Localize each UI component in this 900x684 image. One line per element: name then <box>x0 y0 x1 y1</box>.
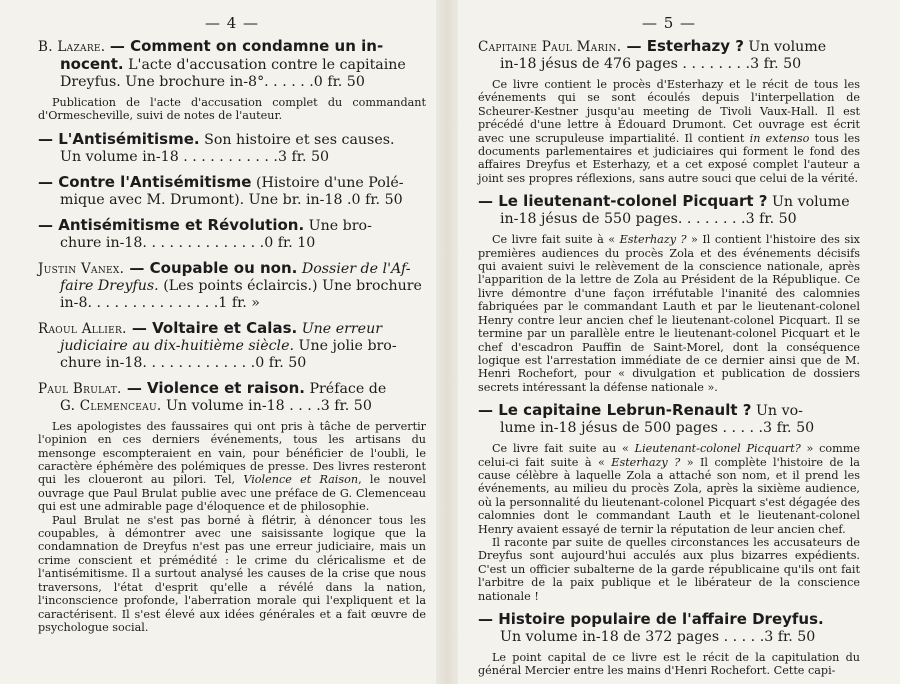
format: chure in-18. . . . . . . . . . . . . . <box>60 234 265 251</box>
price: 3 fr. 50 <box>745 211 797 228</box>
description-paragraph: Il raconte par suite de quelles circonstances les accusateurs de Dreyfus sont aujourd'hui acculés aux plus bizarres expédients. C'est un officier subalterne de la garde républicaine qu'ils ont fait l'arbitre de la paix publique et le libérateur de la conscience nationale ! <box>478 535 860 603</box>
author: Justin Vanex. <box>38 260 125 277</box>
price: 0 fr. 10 <box>264 234 316 251</box>
title: — L'Antisémitisme. <box>38 129 200 148</box>
subtitle: Son histoire et ses causes. <box>199 131 395 148</box>
title: — Contre l'Antisémitisme <box>38 172 252 191</box>
subtitle: Une bro- <box>304 217 372 234</box>
subtitle: Un vo- <box>751 403 803 420</box>
subtitle: L'acte d'accusation contre le capitaine <box>123 57 406 73</box>
price: 3 fr. 50 <box>763 420 815 437</box>
page-number-right: — 5 — <box>641 14 697 32</box>
author: Capitaine Paul Marin. <box>478 39 622 55</box>
subtitle: Un volume <box>767 194 850 211</box>
format: lume in-18 jésus de 500 pages . . . . . <box>500 420 764 437</box>
subtitle-italic-cont: faire Dreyfus. <box>60 277 159 294</box>
author: Paul Brulat. <box>38 380 122 397</box>
title: — Esterhazy ? <box>621 37 744 55</box>
book-gutter <box>436 0 458 684</box>
entry-picquart <box>478 193 860 394</box>
description-paragraph: Paul Brulat ne s'est pas borné à flétrir, à dénoncer tous les coupables, à démontrer avec une saisissante logique que la condamnation de Dreyfus n'est pas une erreur judiciaire, mais un crime conscient et prémédité : le crime du cléricalisme et de l'antisémitisme. Il a surtout analysé les causes de la crise que nous traversons, l'état d'esprit qu'elle a révélé dans la nation, l'inconscience profonde, l'aberration morale qui l'expliquent et la caractérisent. Il s'est élevé aux idées générales et a fait œuvre de psychologue social. <box>38 513 426 634</box>
format: mique avec M. Drumont). Une br. in-18 . <box>60 191 352 208</box>
entry-allier-voltaire <box>38 320 426 372</box>
format: Dreyfus. Une brochure in-8°. . . . . . <box>60 74 314 90</box>
entry-antisemitisme-revolution <box>38 217 426 252</box>
subtitle: (Les points éclaircis.) Une brochure <box>158 277 422 294</box>
subtitle: Préface de <box>304 380 387 397</box>
description-paragraph: Ce livre fait suite au « Lieutenant-colonel Picquart? » comme celui-ci fait suite à « Esterhazy ? » Il complète l'histoire de la cause célèbre à laquelle Zola a attaché son nom, et il prend les événements, au milieu du procès Zola, après la sixième audience, où la personnalité du lieutenant-colonel Picquart s'est dégagée des calomnies dont le commandant Lauth et le lieutenant-colonel Henry avaient essayé de ternir la réputation de leur ancien chef. <box>478 442 860 536</box>
price: 0 fr. 50 <box>313 74 365 90</box>
entry-antisemitisme <box>38 131 426 166</box>
description-paragraph: Les apologistes des faussaires qui ont pris à tâche de pervertir l'opinion en ces derniers événements, tous les artisans du mensonge escompteraient en vain, pour bénéficier de l'oubli, le caractère éphémère des polémiques de presse. Des livres resteront qui les cloueront au pilori. Tel, Violence et Raison, le nouvel ouvrage que Paul Brulat publie avec une préface de G. Clemenceau qui est une admirable page d'éloquence et de philosophie. <box>38 419 426 514</box>
page-number-left: — 4 — <box>204 14 260 32</box>
price: 3 fr. 50 <box>320 397 372 414</box>
author: Raoul Allier. <box>38 320 127 337</box>
price: 3 fr. 50 <box>764 629 816 645</box>
entry-marin-esterhazy <box>478 38 860 185</box>
title: — Antisémitisme et Révolution. <box>38 215 305 234</box>
format: in-18 jésus de 550 pages. . . . . . . . <box>500 211 746 228</box>
subtitle-italic: Une erreur <box>297 320 382 337</box>
format: chure in-18. . . . . . . . . . . . . <box>60 354 256 371</box>
author: B. Lazare. <box>38 39 106 55</box>
description: Le point capital de ce livre est le récit de la capitulation du général Mercier entre les mains d'Henri Rochefort. Cette capi- <box>478 651 860 678</box>
description: Publication de l'acte d'accusation complet du commandant d'Ormescheville, suivi de notes de l'auteur. <box>38 96 426 123</box>
right-page <box>458 0 900 684</box>
entry-histoire-populaire <box>478 611 860 678</box>
description: Ce livre fait suite à « Esterhazy ? » Il contient l'histoire des six premières audiences du procès Zola et des événements décisifs qui avaient suivi le relèvement de la conscience nationale, après l'apparition de la lettre de Zola au Président de la République. Ce livre démontre d'une façon irréfutable l'inanité des calomnies fabriquées par le commandant Lauth et par le lieutenant-colonel Henry contre leur ancien chef le lieutenant-colonel Picquart. Il se termine par un parallèle entre le lieutenant-colonel Picquart et le chef d'escadron Pauffin de Saint-Morel, dont la conséquence logique est l'arrestation immédiate de ce dernier ainsi que de M. Henri Rochefort, pour « divulgation et publication de dossiers secrets intéressant la défense nationale ». <box>478 233 860 394</box>
price: 0 fr. 50 <box>255 354 307 371</box>
entry-lazare-comment <box>38 38 426 123</box>
price: 3 fr. 50 <box>277 148 330 165</box>
subtitle: Une jolie bro- <box>294 337 397 354</box>
subtitle: (Histoire d'une Polé- <box>251 174 404 191</box>
subtitle-italic: Dossier de l'Af- <box>297 260 411 277</box>
left-page <box>0 0 436 684</box>
description: Ce livre contient le procès d'Esterhazy et le récit de tous les événements qui se sont écoulés depuis l'interpellation de Scheurer-Kestner jusqu'au meeting de Tivoli Vaux-Hall. Il est précédé d'une lettre à Édouard Drumont. Cet ouvrage est écrit avec une scrupuleuse impartialité. Il contient in extenso tous les documents parlementaires et judiciaires qui forment le fond des affaires Dreyfus et Esterhazy, et a cet exposé complet l'auteur a joint ses propres réflexions, sans autre souci que celui de la vérité. <box>478 78 860 185</box>
format: in-8. . . . . . . . . . . . . . . <box>60 294 219 311</box>
price: 3 fr. 50 <box>750 56 802 72</box>
entry-contre-antisemitisme <box>38 174 426 209</box>
title: — Voltaire et Calas. <box>126 318 298 337</box>
title: — Le capitaine Lebrun-Renault ? <box>478 401 752 420</box>
subtitle-italic-cont: judiciaire au dix-huitième siècle. <box>60 337 295 354</box>
title: — Histoire populaire de l'affaire Dreyfus. <box>478 610 824 628</box>
format: Un volume in-18 . . . . . . . . . . . <box>60 148 278 165</box>
subtitle: Un volume <box>743 39 827 55</box>
title-cont: nocent. <box>60 55 124 73</box>
title: — Le lieutenant-colonel Picquart ? <box>478 192 768 211</box>
format: Un volume in-18 . . . . <box>161 397 321 414</box>
title: — Coupable ou non. <box>124 258 298 277</box>
entry-lebrun-renault <box>478 402 860 603</box>
preface-author: G. Clemenceau. <box>60 397 162 414</box>
title: — Comment on condamne un in- <box>109 37 384 55</box>
price: 0 fr. 50 <box>351 191 403 208</box>
entry-brulat-violence <box>38 380 426 635</box>
format: in-18 jésus de 476 pages . . . . . . . . <box>500 56 751 72</box>
title: — Violence et raison. <box>121 378 305 397</box>
entry-vanex-coupable <box>38 260 426 312</box>
price: 1 fr. » <box>218 294 260 311</box>
format: Un volume in-18 de 372 pages . . . . . <box>500 629 765 645</box>
